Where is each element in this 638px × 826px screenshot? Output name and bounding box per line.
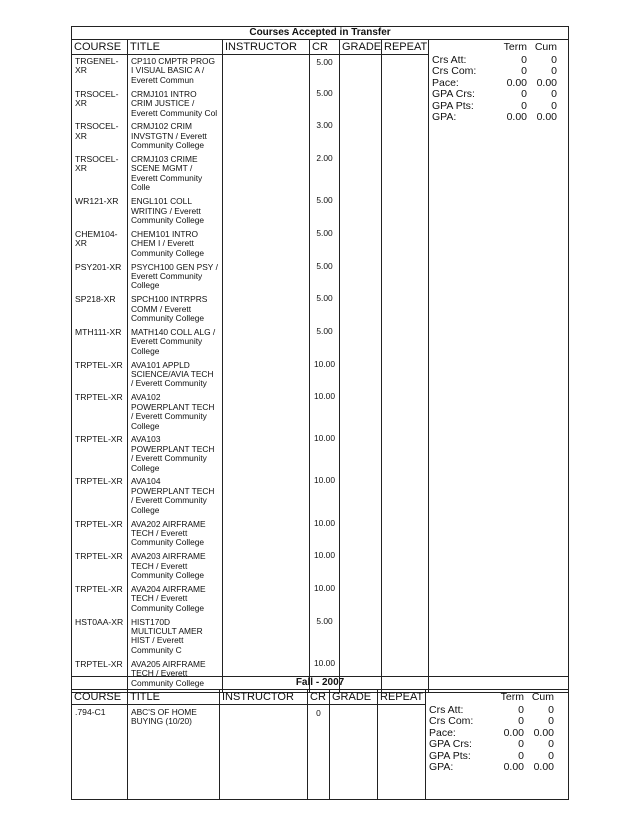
fall-header-instructor: INSTRUCTOR bbox=[220, 690, 308, 705]
course-credits: 3.00 bbox=[316, 120, 333, 131]
course-code: TRPTEL-XR bbox=[75, 359, 123, 370]
course-code: .794-C1 bbox=[75, 707, 106, 717]
instructor-column bbox=[223, 55, 310, 693]
course-code: TRPTEL-XR bbox=[75, 434, 123, 445]
course-credits: 10.00 bbox=[314, 391, 335, 402]
course-credits: 0 bbox=[316, 708, 321, 718]
fall-section-title: Fall - 2007 bbox=[72, 677, 569, 690]
stat-row bbox=[432, 66, 568, 78]
stat-term-value: 0 bbox=[518, 715, 524, 728]
course-code: SP218-XR bbox=[75, 294, 116, 305]
stat-cum-value: 0 bbox=[548, 738, 554, 751]
stat-term-value: 0 bbox=[521, 99, 527, 112]
fall-cr-column bbox=[308, 705, 330, 800]
course-title: CHEM101 INTRO CHEM I / Everett Community College bbox=[131, 228, 205, 258]
header-title: TITLE bbox=[128, 40, 223, 55]
transfer-courses-table bbox=[71, 26, 569, 693]
course-title: PSYCH100 GEN PSY / Everett Community College bbox=[131, 261, 218, 291]
course-code: PSY201-XR bbox=[75, 261, 122, 272]
course-title: CRMJ102 CRIM INVSTGTN / Everett Community College bbox=[131, 121, 207, 151]
course-credits: 10.00 bbox=[314, 433, 335, 444]
course-title: AVA202 AIRFRAME TECH / Everett Community College bbox=[131, 518, 206, 548]
stat-label: GPA Crs: bbox=[432, 88, 475, 101]
course-title: AVA204 AIRFRAME TECH / Everett Community College bbox=[131, 583, 206, 613]
header-grade: GRADE bbox=[340, 40, 382, 55]
course-credits: 5.00 bbox=[316, 293, 333, 304]
course-title: AVA205 AIRFRAME TECH / Everett Community College bbox=[131, 658, 206, 688]
course-code: MTH111-XR bbox=[75, 326, 122, 337]
course-title: AVA101 APPLD SCIENCE/AVIA TECH / Everett Community bbox=[131, 359, 214, 389]
stat-term-value: 0 bbox=[518, 703, 524, 716]
course-credits: 10.00 bbox=[314, 582, 335, 593]
course-code: TRPTEL-XR bbox=[75, 658, 123, 669]
course-title: ABC'S OF HOME BUYING (10/20) bbox=[131, 707, 197, 727]
stat-term-value: 0.00 bbox=[503, 761, 524, 774]
stat-label: Crs Com: bbox=[429, 715, 474, 728]
fall-repeat-column bbox=[378, 705, 426, 800]
stat-cum-value: 0.00 bbox=[533, 726, 554, 739]
fall-header-grade: GRADE bbox=[330, 690, 378, 705]
course-column bbox=[72, 55, 128, 693]
stat-label: GPA Crs: bbox=[429, 738, 472, 751]
header-cr: CR bbox=[310, 40, 340, 55]
course-title: ENGL101 COLL WRITING / Everett Community College bbox=[131, 196, 205, 225]
stat-label: GPA: bbox=[432, 111, 457, 124]
course-title: HIST170D MULTICULT AMER HIST / Everett Community C bbox=[131, 616, 203, 655]
fall-header-cr: CR bbox=[308, 690, 330, 705]
stat-term-value: 0 bbox=[518, 738, 524, 751]
course-credits: 10.00 bbox=[314, 475, 335, 486]
stat-label: Crs Att: bbox=[429, 703, 464, 716]
fall-stat-header-term: Term bbox=[500, 691, 524, 703]
course-code: WR121-XR bbox=[75, 196, 119, 207]
repeat-column bbox=[382, 55, 429, 693]
course-code: TRPTEL-XR bbox=[75, 551, 123, 562]
course-code: TRSOCEL- XR bbox=[75, 154, 119, 174]
fall-header-repeat: REPEAT bbox=[378, 690, 426, 705]
stat-term-value: 0 bbox=[521, 88, 527, 101]
fall-header-course: COURSE bbox=[72, 690, 128, 705]
fall-2007-table bbox=[71, 676, 569, 800]
stat-cum-value: 0.00 bbox=[533, 761, 554, 774]
course-title: SPCH100 INTRPRS COMM / Everett Community College bbox=[131, 294, 208, 324]
course-credits: 5.00 bbox=[316, 87, 333, 98]
stat-cum-value: 0 bbox=[548, 703, 554, 716]
cr-column bbox=[310, 55, 340, 693]
course-code: TRSOCEL- XR bbox=[75, 88, 119, 109]
stat-label: GPA: bbox=[429, 761, 454, 774]
course-credits: 2.00 bbox=[316, 153, 333, 164]
stat-cum-value: 0 bbox=[551, 99, 557, 112]
transfer-stats bbox=[429, 55, 569, 693]
fall-course-column bbox=[72, 705, 128, 800]
course-code: TRGENEL- XR bbox=[75, 56, 119, 76]
stat-label: Crs Com: bbox=[432, 65, 477, 78]
grade-column bbox=[340, 55, 382, 693]
fall-stat-header-cum: Cum bbox=[531, 691, 554, 703]
stat-header-cum: Cum bbox=[534, 41, 557, 53]
stat-cum-value: 0 bbox=[551, 88, 557, 101]
stat-term-value: 0 bbox=[521, 53, 527, 66]
course-credits: 10.00 bbox=[314, 517, 335, 528]
course-code: HST0AA-XR bbox=[75, 616, 124, 627]
fall-instructor-column bbox=[220, 705, 308, 800]
course-credits: 10.00 bbox=[314, 358, 335, 369]
transfer-section-title: Courses Accepted in Transfer bbox=[72, 27, 569, 40]
course-credits: 10.00 bbox=[314, 550, 335, 561]
fall-grade-column bbox=[330, 705, 378, 800]
course-code: TRPTEL-XR bbox=[75, 476, 123, 487]
course-code: TRPTEL-XR bbox=[75, 518, 123, 529]
stat-row bbox=[432, 112, 568, 124]
course-credits: 10.00 bbox=[314, 657, 335, 668]
course-title: AVA103 POWERPLANT TECH / Everett Community College bbox=[131, 434, 215, 473]
course-credits: 5.00 bbox=[316, 195, 333, 206]
stat-header-term: Term bbox=[503, 41, 527, 53]
course-title: AVA203 AIRFRAME TECH / Everett Community College bbox=[131, 551, 206, 581]
course-credits: 5.00 bbox=[316, 57, 333, 67]
title-column bbox=[128, 55, 223, 693]
stat-row bbox=[429, 716, 568, 728]
course-credits: 5.00 bbox=[316, 325, 333, 336]
stat-term-value: 0.00 bbox=[506, 76, 527, 89]
stat-label: Crs Att: bbox=[432, 53, 467, 66]
header-instructor: INSTRUCTOR bbox=[223, 40, 310, 55]
stat-cum-value: 0 bbox=[548, 715, 554, 728]
course-code: CHEM104- XR bbox=[75, 228, 118, 249]
stat-label: Pace: bbox=[429, 726, 456, 739]
stat-cum-value: 0 bbox=[551, 53, 557, 66]
fall-title-column bbox=[128, 705, 220, 800]
stat-cum-value: 0.00 bbox=[536, 76, 557, 89]
fall-stats bbox=[426, 705, 569, 800]
stat-term-value: 0 bbox=[518, 749, 524, 762]
stat-term-value: 0.00 bbox=[503, 726, 524, 739]
stat-label: Pace: bbox=[432, 76, 459, 89]
stat-cum-value: 0 bbox=[551, 65, 557, 78]
course-title: CRMJ101 INTRO CRIM JUSTICE / Everett Community Col bbox=[131, 88, 218, 118]
course-code: TRPTEL-XR bbox=[75, 392, 123, 403]
stat-label: GPA Pts: bbox=[429, 749, 471, 762]
course-title: AVA104 POWERPLANT TECH / Everett Community College bbox=[131, 476, 215, 515]
stat-term-value: 0 bbox=[521, 65, 527, 78]
course-code: TRPTEL-XR bbox=[75, 583, 123, 594]
stat-cum-value: 0.00 bbox=[536, 111, 557, 124]
stat-term-value: 0.00 bbox=[506, 111, 527, 124]
stat-label: GPA Pts: bbox=[432, 99, 474, 112]
header-repeat: REPEAT bbox=[382, 40, 429, 55]
course-credits: 5.00 bbox=[316, 615, 333, 626]
course-credits: 5.00 bbox=[316, 227, 333, 238]
course-code: TRSOCEL- XR bbox=[75, 121, 119, 141]
course-credits: 5.00 bbox=[316, 260, 333, 271]
course-title: CRMJ103 CRIME SCENE MGMT / Everett Community Colle bbox=[131, 154, 203, 193]
course-title: CP110 CMPTR PROG I VISUAL BASIC A / Everett Commun bbox=[131, 56, 216, 85]
course-title: AVA102 POWERPLANT TECH / Everett Community College bbox=[131, 392, 215, 431]
fall-header-title: TITLE bbox=[128, 690, 220, 705]
stat-row bbox=[429, 762, 568, 774]
course-title: MATH140 COLL ALG / Everett Community College bbox=[131, 326, 216, 356]
stat-cum-value: 0 bbox=[548, 749, 554, 762]
header-course: COURSE bbox=[72, 40, 128, 55]
